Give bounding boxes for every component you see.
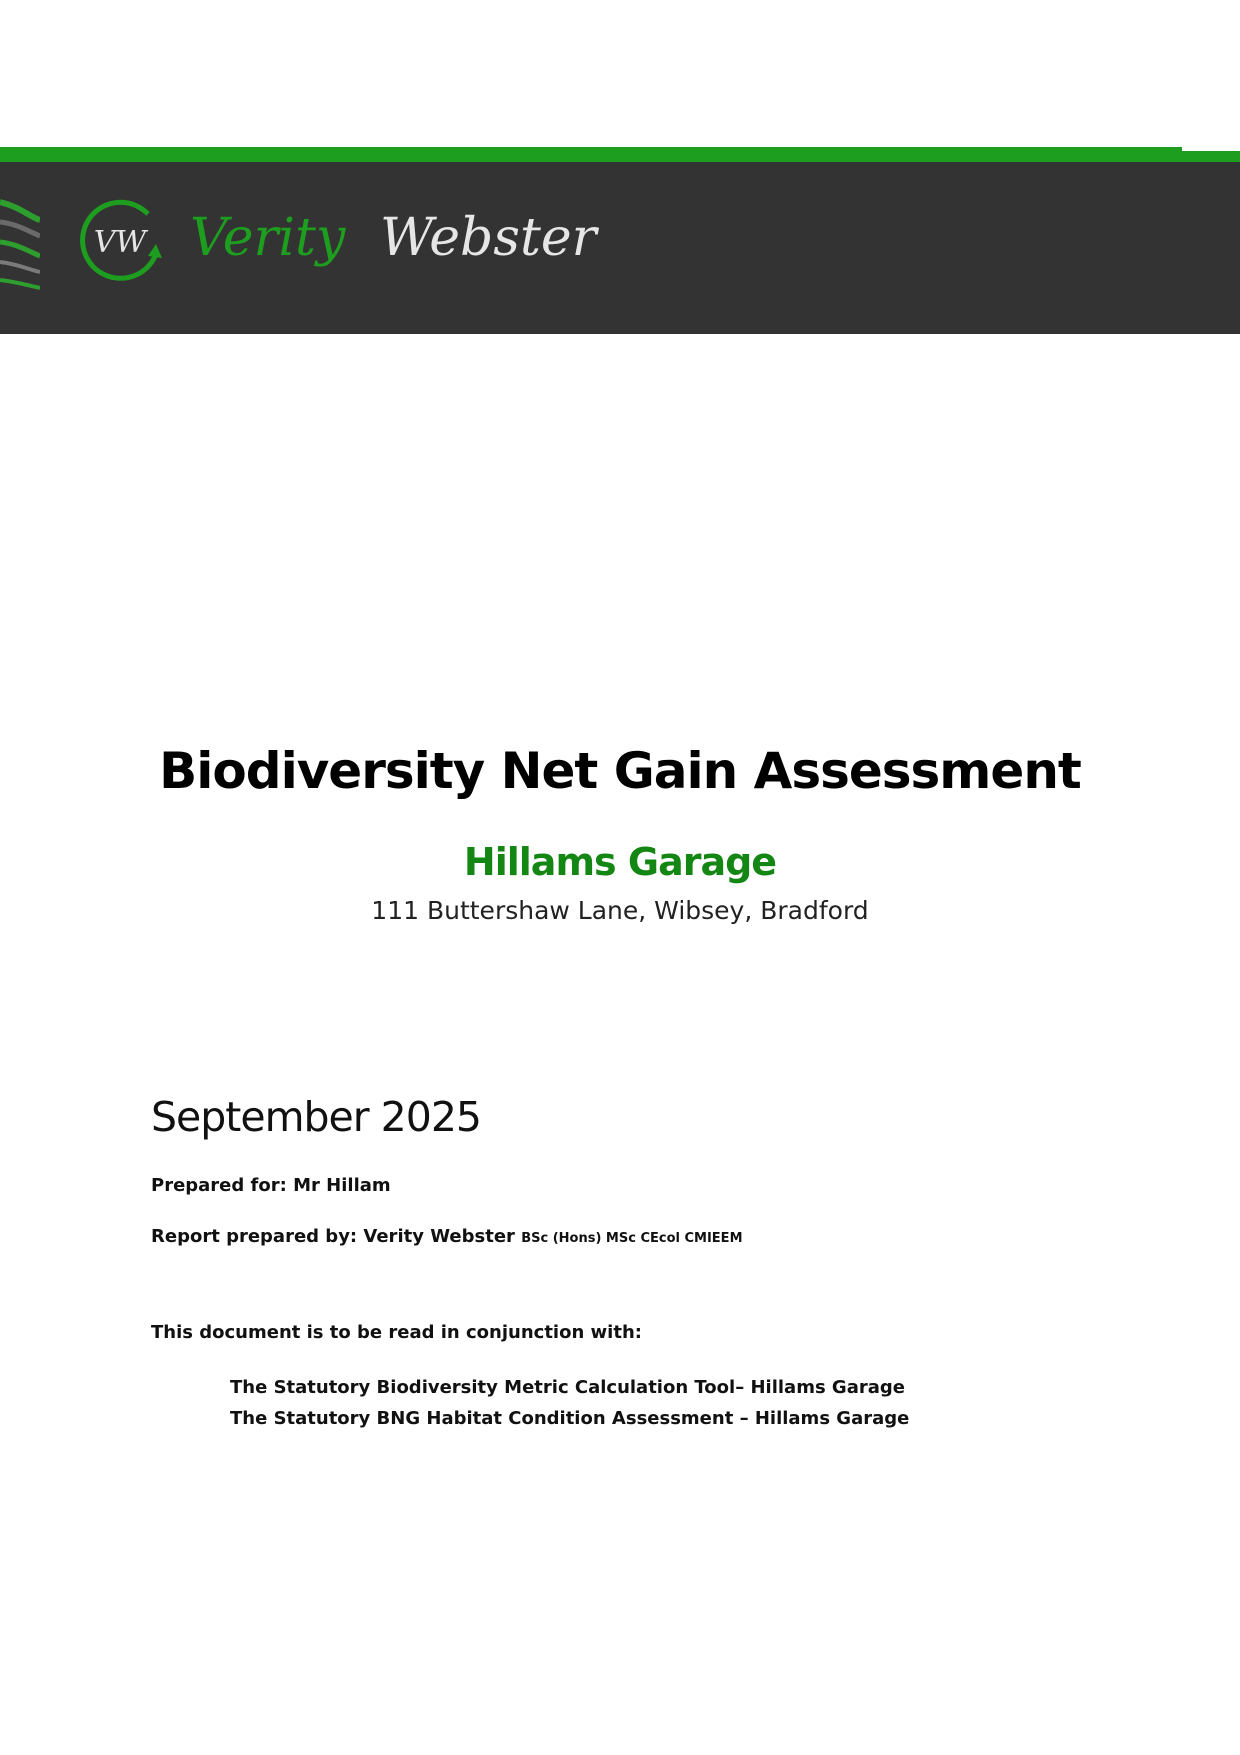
prepared-for bbox=[151, 1175, 391, 1196]
prepared-for-label: Prepared for: bbox=[151, 1175, 287, 1196]
site-address: 111 Buttershaw Lane, Wibsey, Bradford bbox=[371, 896, 869, 925]
logo-name-last: Webster bbox=[380, 208, 597, 268]
report-date: September 2025 bbox=[151, 1093, 481, 1141]
header-banner bbox=[0, 162, 1240, 334]
site-name: Hillams Garage bbox=[463, 840, 777, 884]
conjunction-note: This document is to be read in conjunction with: bbox=[151, 1322, 642, 1343]
prepared-by-label: Report prepared by: bbox=[151, 1226, 358, 1247]
report-title: Biodiversity Net Gain Assessment bbox=[159, 742, 1081, 800]
prepared-for-value: Mr Hillam bbox=[293, 1175, 391, 1196]
reference-list bbox=[230, 1372, 909, 1434]
logo-monogram-icon bbox=[70, 192, 170, 292]
logo-wordmark bbox=[190, 200, 610, 300]
prepared-by-credentials: BSc (Hons) MSc CEcol CMIEEM bbox=[521, 1231, 743, 1246]
prepared-by-value: Verity Webster bbox=[363, 1226, 515, 1247]
reference-item: The Statutory BNG Habitat Condition Assessment – Hillams Garage bbox=[230, 1408, 910, 1429]
logo-monogram-text: VW bbox=[93, 225, 147, 260]
header-green-rule bbox=[0, 147, 1182, 162]
prepared-by bbox=[151, 1226, 743, 1247]
reference-item: The Statutory Biodiversity Metric Calculation Tool– Hillams Garage bbox=[230, 1377, 905, 1398]
banner-swirl-graphic bbox=[0, 162, 40, 334]
logo-name-first: Verity bbox=[190, 208, 346, 268]
